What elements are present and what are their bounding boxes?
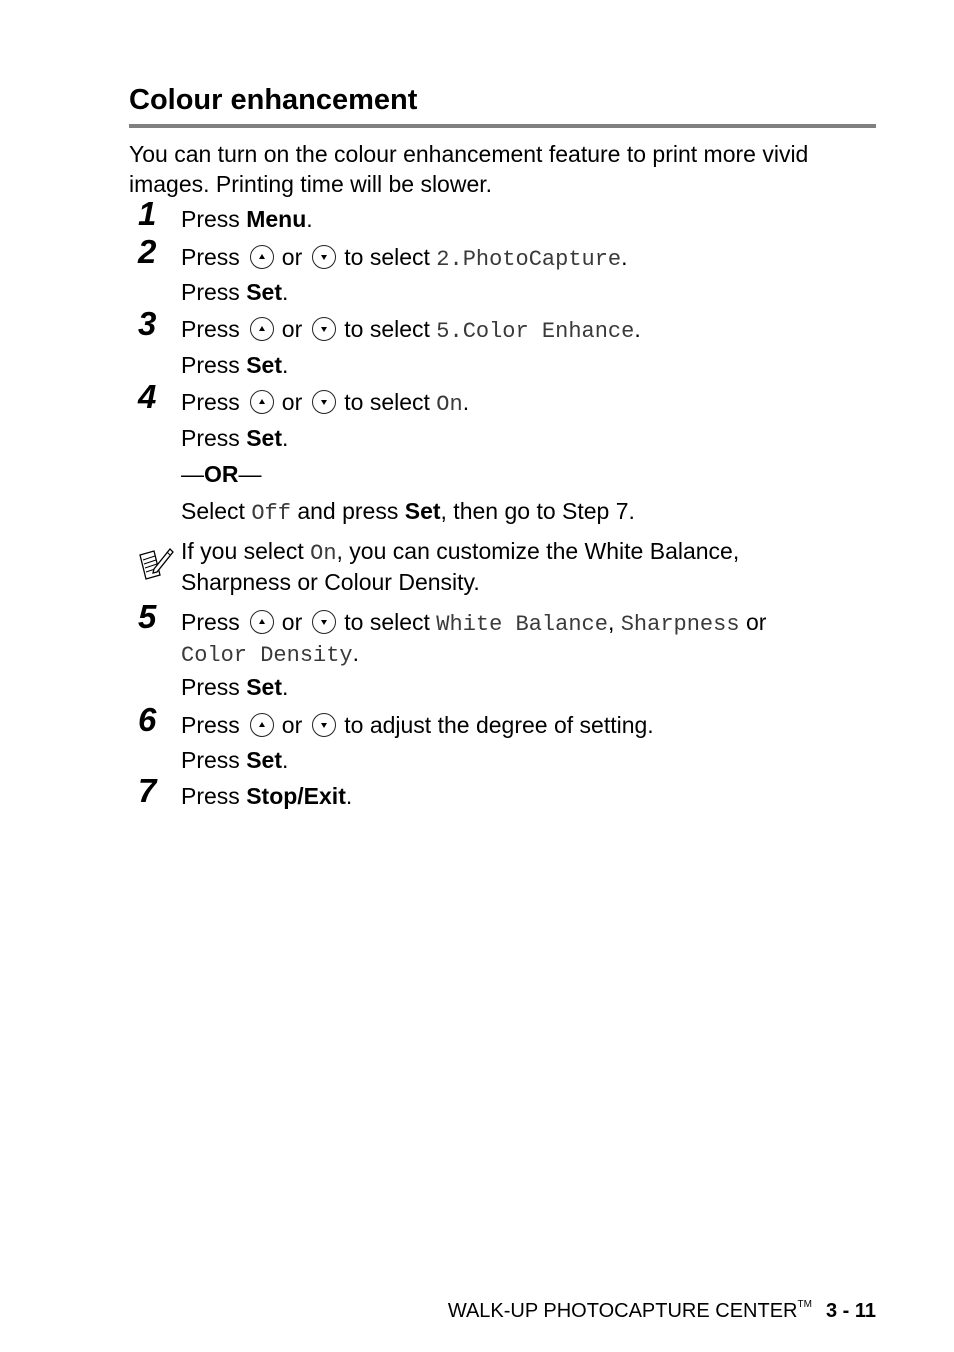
set-key-label: Set — [404, 498, 441, 524]
step-5-continued: Color Density. — [181, 640, 360, 668]
step-number: 5 — [138, 598, 157, 635]
step-7-line: Press Stop/Exit. — [181, 783, 353, 809]
set-key-label: Set — [246, 279, 282, 305]
step-3-line: Press or to select 5.Color Enhance. — [181, 316, 641, 344]
menu-key-label: Menu — [246, 206, 307, 232]
down-arrow-key-icon — [312, 610, 336, 634]
stop-exit-key-label: Stop/Exit — [246, 783, 346, 809]
step-number: 1 — [138, 195, 157, 232]
press-set-line: Press Set. — [181, 425, 289, 451]
set-key-label: Set — [246, 747, 282, 773]
heading-rule — [129, 124, 876, 128]
step-4-line: Press or to select On. — [181, 389, 470, 417]
set-key-label: Set — [246, 352, 282, 378]
note-pencil-icon — [136, 545, 176, 581]
set-key-label: Set — [246, 425, 282, 451]
press-set-line: Press Set. — [181, 279, 289, 305]
step-number: 3 — [138, 305, 157, 342]
select-off-line: Select Off and press Set, then go to Step 7. — [181, 498, 635, 526]
down-arrow-key-icon — [312, 713, 336, 737]
step-6-line: Press or to adjust the degree of setting. — [181, 712, 654, 738]
press-set-line: Press Set. — [181, 747, 289, 773]
up-arrow-key-icon — [250, 610, 274, 634]
up-arrow-key-icon — [250, 317, 274, 341]
up-arrow-key-icon — [250, 713, 274, 737]
up-arrow-key-icon — [250, 245, 274, 269]
step-2-line: Press or to select 2.PhotoCapture. — [181, 244, 628, 272]
note-text: If you select On, you can customize the White Balance, Sharpness or Colour Density. — [181, 538, 740, 595]
set-key-label: Set — [246, 674, 282, 700]
trademark-mark: TM — [797, 1299, 812, 1310]
step-number: 7 — [138, 772, 157, 809]
page-number: 3 - 11 — [825, 1300, 876, 1322]
press-set-line: Press Set. — [181, 674, 289, 700]
step-number: 4 — [138, 378, 157, 415]
footer-title: WALK-UP PHOTOCAPTURE CENTER — [447, 1300, 798, 1322]
down-arrow-key-icon — [312, 390, 336, 414]
step-1-line: Press Menu. — [181, 206, 313, 232]
step-number: 2 — [138, 233, 157, 270]
page-footer — [448, 1299, 876, 1323]
press-set-line: Press Set. — [181, 352, 289, 378]
step-number: 6 — [138, 701, 157, 738]
down-arrow-key-icon — [312, 245, 336, 269]
step-5-line: Press or to select White Balance, Sharpness or — [181, 609, 767, 637]
or-separator: —OR— — [181, 461, 262, 487]
up-arrow-key-icon — [250, 390, 274, 414]
down-arrow-key-icon — [312, 317, 336, 341]
page-title: Colour enhancement — [129, 84, 418, 116]
intro-paragraph: You can turn on the colour enhancement feature to print more vivid images. Printing time will be slower. — [129, 141, 809, 197]
